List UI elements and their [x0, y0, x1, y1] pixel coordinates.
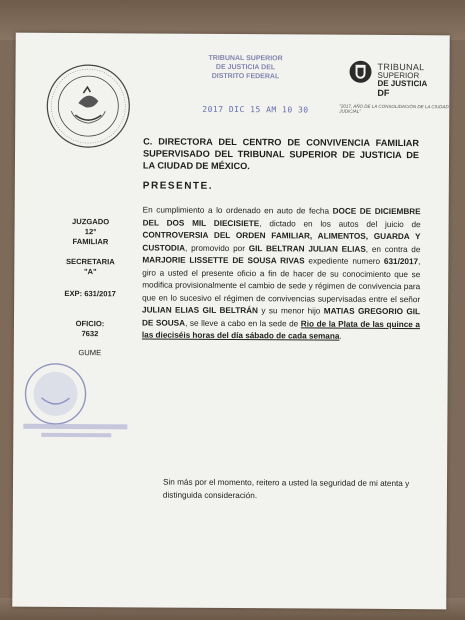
date-received-stamp: 2017 DIC 15 AM 10 30: [202, 104, 309, 115]
official-letter: [12, 33, 449, 610]
logo-line: SUPERIOR: [377, 70, 420, 81]
visitation-schedule: Rio de la Plata de las quince a las dieciséis horas del día sábado de cada semana: [141, 318, 421, 341]
minor-name: MATIAS GREGORIO GIL DE SOUSA: [141, 306, 421, 328]
case-number: 631/2017: [383, 256, 419, 267]
tsj-logo-icon: [349, 61, 371, 83]
father-name: JULIAN ELIAS GIL BELTRÁN: [142, 305, 259, 316]
coat-of-arms-seal: [45, 63, 132, 150]
logo-line: DF: [377, 87, 390, 98]
oficio-info: [48, 319, 132, 340]
expediente-number: EXP: 631/2017: [64, 288, 116, 299]
court-line: FAMILIAR: [72, 237, 109, 247]
body-text: .: [339, 331, 342, 341]
order-date: DOCE DE DICIEMBRE DEL DOS MIL DIECISIETE: [142, 206, 421, 228]
logo-line: TRIBUNAL: [377, 61, 425, 73]
court-receipt-stamp: [185, 54, 305, 82]
body-text: , promovido por: [185, 243, 249, 253]
court-seal-stamp: [19, 358, 130, 449]
body-text: y su menor hijo: [257, 306, 324, 316]
stamp-line: DISTRITO FEDERAL: [211, 72, 280, 81]
body-text: , en contra de: [365, 244, 421, 254]
case-type: CONTROVERSIA DEL ORDEN FAMILIAR, ALIMENTOS, GUARDA Y CUSTODIA: [142, 230, 421, 253]
body-text: , se lleve a cabo en la sede de: [185, 318, 301, 328]
body-text: , giro a usted el presente oficio a fin de hacer de su conocimiento que se modifica provisionalmente el cambio de sede y régimen de convivencia para que en lo sucesivo el régimen de convivencias supervisadas entre el señor: [142, 257, 421, 304]
letter-body: [142, 204, 421, 343]
tsj-logo: [339, 59, 449, 120]
stamp-line: DE JUSTICIA DEL: [215, 63, 276, 72]
court-line: JUZGADO: [71, 217, 110, 227]
plaintiff-name: GIL BELTRAN JULIAN ELIAS: [248, 243, 366, 254]
body-text: , dictado en los autos del juicio de: [259, 218, 421, 229]
oficio-line: OFICIO:: [75, 319, 105, 329]
oficio-line: 7632: [81, 329, 99, 339]
addressee: C. DIRECTORA DEL CENTRO DE CONVIVENCIA FAMILIAR SUPERVISADO DEL TRIBUNAL SUPERIOR DE JUSTICIA DE LA CIUDAD DE MÉXICO.: [142, 136, 420, 172]
initials: GUME: [78, 348, 102, 358]
secretaria-line: "A": [83, 267, 97, 277]
secretaria-info: [48, 257, 132, 278]
logo-line: DE JUSTICIA: [377, 78, 428, 89]
secretaria-line: SECRETARIA: [65, 256, 115, 267]
body-text: En cumplimiento a lo ordenado en auto de fecha: [142, 205, 333, 216]
closing-paragraph: Sin más por el momento, reitero a usted la seguridad de mi atenta y distinguida consideración.: [162, 477, 410, 500]
court-info: [48, 217, 132, 248]
logo-tagline: "2017, AÑO DE LA CONSOLIDACIÓN DE LA CIUDAD JUDICIAL": [339, 103, 449, 114]
greeting: PRESENTE.: [142, 180, 214, 192]
court-line: 12°: [84, 227, 97, 237]
body-text: expediente numero: [304, 256, 384, 266]
defendant-name: MARJORIE LISSETTE DE SOUSA RIVAS: [142, 255, 305, 266]
stamp-line: TRIBUNAL SUPERIOR: [208, 54, 283, 63]
